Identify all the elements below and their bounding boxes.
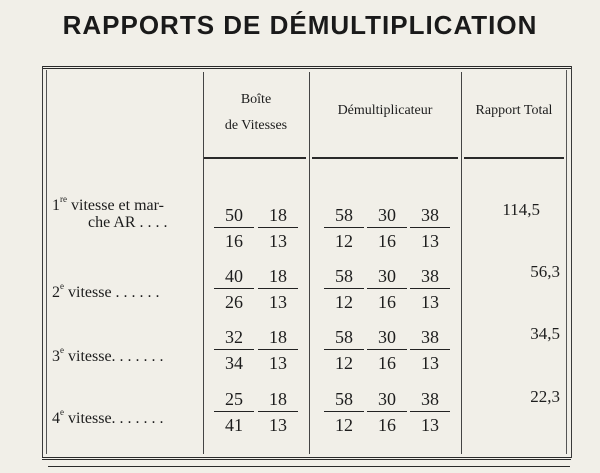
fraction — [410, 265, 450, 313]
numerator: 30 — [367, 388, 407, 412]
fraction — [258, 388, 298, 436]
row-label-number: 1 — [52, 197, 60, 214]
numerator: 58 — [324, 326, 364, 350]
numerator: 30 — [367, 326, 407, 350]
row-label-number: 4 — [52, 410, 60, 427]
fraction — [258, 326, 298, 374]
fraction — [214, 388, 254, 436]
denominator: 13 — [269, 292, 287, 312]
fraction — [214, 326, 254, 374]
numerator: 38 — [410, 326, 450, 350]
denominator: 13 — [269, 415, 287, 435]
table-bottom-rule — [48, 466, 570, 467]
fraction — [410, 326, 450, 374]
fraction — [367, 388, 407, 436]
denominator: 16 — [225, 231, 243, 251]
row-label-number: 3 — [52, 348, 60, 365]
fraction — [324, 204, 364, 252]
fraction — [367, 265, 407, 313]
rapport-total-value: 22,3 — [530, 387, 560, 406]
denominator: 12 — [335, 415, 353, 435]
row-label-suffix: e — [60, 407, 64, 417]
fraction — [324, 326, 364, 374]
header-rapport-total: Rapport Total — [475, 103, 553, 118]
numerator: 30 — [367, 204, 407, 228]
fraction — [410, 204, 450, 252]
row-label-text: vitesse. . . . . . . — [64, 348, 164, 365]
denominator: 13 — [421, 353, 439, 373]
fraction — [258, 204, 298, 252]
denominator: 13 — [421, 292, 439, 312]
row-label-text: vitesse . . . . . . — [64, 284, 160, 301]
fraction — [324, 265, 364, 313]
numerator: 58 — [324, 204, 364, 228]
denominator: 41 — [225, 415, 243, 435]
fraction — [324, 388, 364, 436]
row-label-suffix: e — [60, 281, 64, 291]
denominator: 16 — [378, 353, 396, 373]
numerator: 38 — [410, 204, 450, 228]
column-divider-demul — [309, 72, 310, 454]
rapport-total-value: 34,5 — [530, 324, 560, 343]
row-label-text: vitesse. . . . . . . — [64, 410, 164, 427]
numerator: 25 — [214, 388, 254, 412]
numerator: 18 — [258, 265, 298, 289]
numerator: 40 — [214, 265, 254, 289]
table-bottom-border — [42, 457, 571, 460]
numerator: 58 — [324, 265, 364, 289]
numerator: 18 — [258, 388, 298, 412]
fraction — [410, 388, 450, 436]
header-rule-demul — [312, 157, 458, 159]
header-rule-boite — [204, 157, 306, 159]
header-demultiplicateur: Démultiplicateur — [337, 103, 433, 118]
numerator: 30 — [367, 265, 407, 289]
numerator: 38 — [410, 388, 450, 412]
numerator: 32 — [214, 326, 254, 350]
header-boite — [204, 87, 308, 139]
denominator: 16 — [378, 292, 396, 312]
denominator: 26 — [225, 292, 243, 312]
row-label — [52, 274, 160, 305]
row-label-continuation: che AR . . . . — [88, 214, 168, 231]
fraction — [367, 326, 407, 374]
header-boite-line1: Boîte — [240, 92, 272, 107]
header-rule-total — [464, 157, 564, 159]
numerator: 50 — [214, 204, 254, 228]
fraction — [367, 204, 407, 252]
denominator: 13 — [421, 231, 439, 251]
row-label — [52, 400, 164, 431]
row-label-text: vitesse et mar- — [67, 197, 164, 214]
row-label-suffix: e — [60, 345, 64, 355]
numerator: 18 — [258, 204, 298, 228]
denominator: 16 — [378, 415, 396, 435]
fraction — [214, 265, 254, 313]
denominator: 13 — [269, 231, 287, 251]
denominator: 13 — [421, 415, 439, 435]
column-divider-total — [461, 72, 462, 454]
row-label — [52, 338, 164, 369]
denominator: 34 — [225, 353, 243, 373]
denominator: 16 — [378, 231, 396, 251]
header-boite-line2: de Vitesses — [224, 118, 288, 133]
denominator: 12 — [335, 353, 353, 373]
denominator: 12 — [335, 231, 353, 251]
numerator: 38 — [410, 265, 450, 289]
fraction — [258, 265, 298, 313]
row-label-suffix: re — [60, 194, 67, 204]
table-inner-right-border — [566, 70, 567, 454]
rapport-total-value: 114,5 — [502, 200, 540, 219]
numerator: 18 — [258, 326, 298, 350]
page-title: RAPPORTS DE DÉMULTIPLICATION — [62, 10, 538, 40]
row-label-number: 2 — [52, 284, 60, 301]
fraction — [214, 204, 254, 252]
numerator: 58 — [324, 388, 364, 412]
denominator: 13 — [269, 353, 287, 373]
table-inner-left-border — [46, 70, 47, 454]
denominator: 12 — [335, 292, 353, 312]
rapport-total-value: 56,3 — [530, 262, 560, 281]
